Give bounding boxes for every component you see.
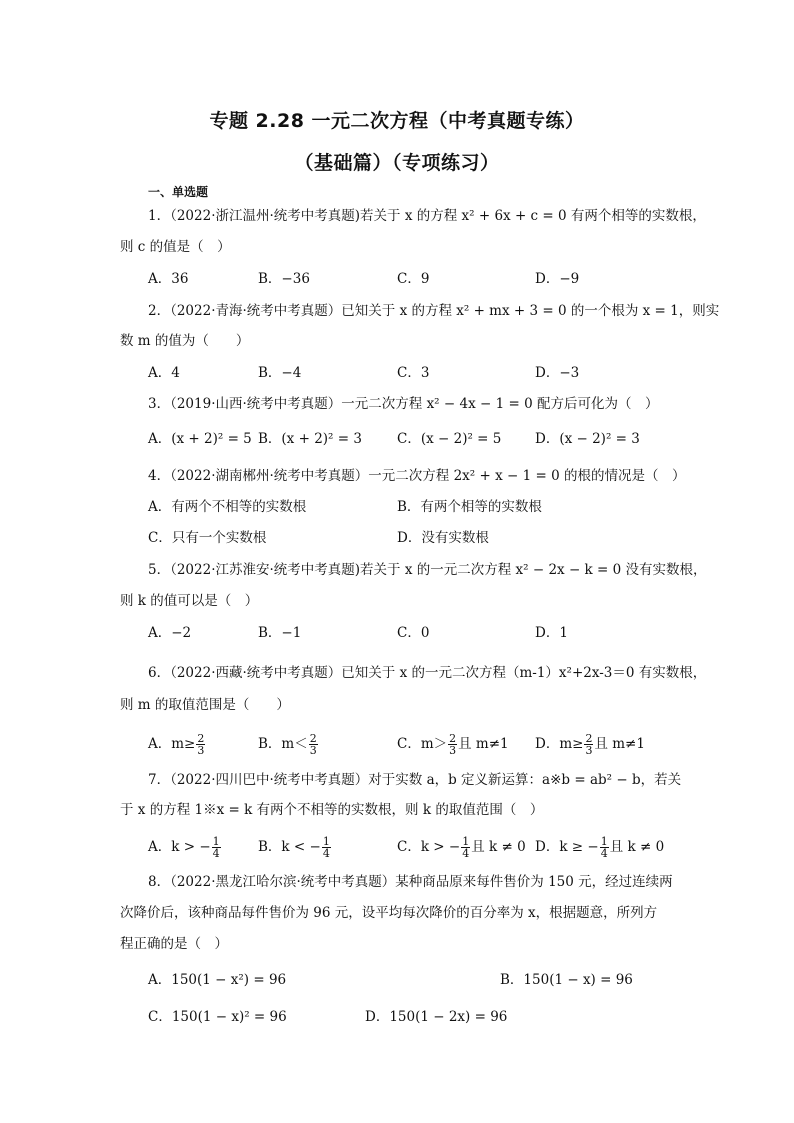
question-7-stem-cont: 于 x 的方程 1※x = k 有两个不相等的实数根，则 k 的取值范围（ ） [120,802,544,818]
question-1-stem: 1．（2022·浙江温州·统考中考真题)若关于 x 的方程 x² + 6x + c = 0 有两个相等的实数根， [148,208,706,224]
question-8-stem-cont-2: 程正确的是（ ） [120,936,228,952]
question-6-stem-cont: 则 m 的取值范围是（ ） [120,697,290,713]
question-5-option-c: C．0 [397,625,430,641]
question-2-option-b: B．−4 [258,365,302,381]
fraction: $\frac{2}{3}$ [585,732,593,757]
question-8-option-c: C．150(1 − x)² = 96 [148,1009,287,1025]
fraction: $\frac{2}{3}$ [197,732,205,757]
question-5-option-b: B．−1 [258,625,302,641]
fraction: $\frac{1}{4}$ [212,835,220,860]
question-6-option-b: B．m＜ $\frac{2}{3}$ [258,732,317,757]
fraction: $\frac{1}{4}$ [600,835,608,860]
question-7-option-a: A．k > − $\frac{1}{4}$ [148,835,220,860]
question-2-option-d: D．−3 [535,365,580,381]
question-8-stem: 8．（2022·黑龙江哈尔滨·统考中考真题）某种商品原来每件售价为 150 元，经过连续两 [148,874,673,890]
question-5-stem-cont: 则 k 的值可以是（ ） [120,593,259,609]
question-6-option-c: C．m＞ $\frac{2}{3}$ 且 m≠1 [397,732,509,757]
question-1-option-c: C．9 [397,271,430,287]
question-4-option-d: D．没有实数根 [397,530,489,546]
question-5-option-a: A．−2 [148,625,192,641]
question-8-option-a: A．150(1 − x²) = 96 [148,972,287,988]
question-4-option-c: C．只有一个实数根 [148,530,267,546]
question-6-option-a: A．m≥ $\frac{2}{3}$ [148,732,205,757]
question-4-stem: 4．（2022·湖南郴州·统考中考真题）一元二次方程 2x² + x − 1 = 0 的根的情况是（ ） [148,468,686,484]
page-title: 专题 2.28 一元二次方程（中考真题专练） [209,110,585,132]
question-8-option-d: D．150(1 − 2x) = 96 [365,1009,508,1025]
fraction: $\frac{1}{4}$ [462,835,470,860]
question-1-option-d: D．−9 [535,271,580,287]
fraction: $\frac{1}{4}$ [322,835,330,860]
question-1-option-a: A．36 [148,271,189,287]
question-7-option-d: D．k ≥ − $\frac{1}{4}$ 且 k ≠ 0 [535,835,665,860]
question-3-stem: 3．（2019·山西·统考中考真题）一元二次方程 x² − 4x − 1 = 0 配方后可化为（ ） [148,396,659,412]
question-8-option-b: B．150(1 − x) = 96 [500,972,633,988]
question-3-option-d: D．(x − 2)² = 3 [535,431,640,447]
question-1-stem-cont: 则 c 的值是（ ） [120,239,231,255]
question-6-stem: 6．（2022·西藏·统考中考真题）已知关于 x 的一元二次方程（m-1）x²+2x-3＝0 有实数根， [148,665,707,681]
question-8-stem-cont: 次降价后，该种商品每件售价为 96 元，设平均每次降价的百分率为 x，根据题意，所列方 [120,905,658,921]
question-4-option-a: A．有两个不相等的实数根 [148,499,307,515]
fraction: $\frac{2}{3}$ [309,732,317,757]
question-2-option-c: C．3 [397,365,430,381]
question-2-stem: 2．（2022·青海·统考中考真题）已知关于 x 的方程 x² + mx + 3 = 0 的一个根为 x = 1，则实 [148,303,720,319]
question-5-stem: 5．（2022·江苏淮安·统考中考真题)若关于 x 的一元二次方程 x² − 2x − k = 0 没有实数根， [148,562,707,578]
fraction: $\frac{2}{3}$ [449,732,457,757]
question-2-stem-cont: 数 m 的值为（ ） [120,333,250,349]
question-1-option-b: B．−36 [258,271,310,287]
question-3-option-c: C．(x − 2)² = 5 [397,431,502,447]
question-2-option-a: A．4 [148,365,180,381]
question-7-stem: 7．（2022·四川巴中·统考中考真题）对于实数 a，b 定义新运算：a※b = ab² − b，若关 [148,772,682,788]
question-3-option-a: A．(x + 2)² = 5 [148,431,252,447]
question-7-option-b: B．k < − $\frac{1}{4}$ [258,835,330,860]
section-heading: 一、单选题 [148,185,209,199]
question-7-option-c: C．k > − $\frac{1}{4}$ 且 k ≠ 0 [397,835,526,860]
question-4-option-b: B．有两个相等的实数根 [397,499,542,515]
question-6-option-d: D．m≥ $\frac{2}{3}$ 且 m≠1 [535,732,645,757]
question-3-option-b: B．(x + 2)² = 3 [258,431,362,447]
page-subtitle: （基础篇）（专项练习） [294,152,500,174]
question-5-option-d: D．1 [535,625,568,641]
